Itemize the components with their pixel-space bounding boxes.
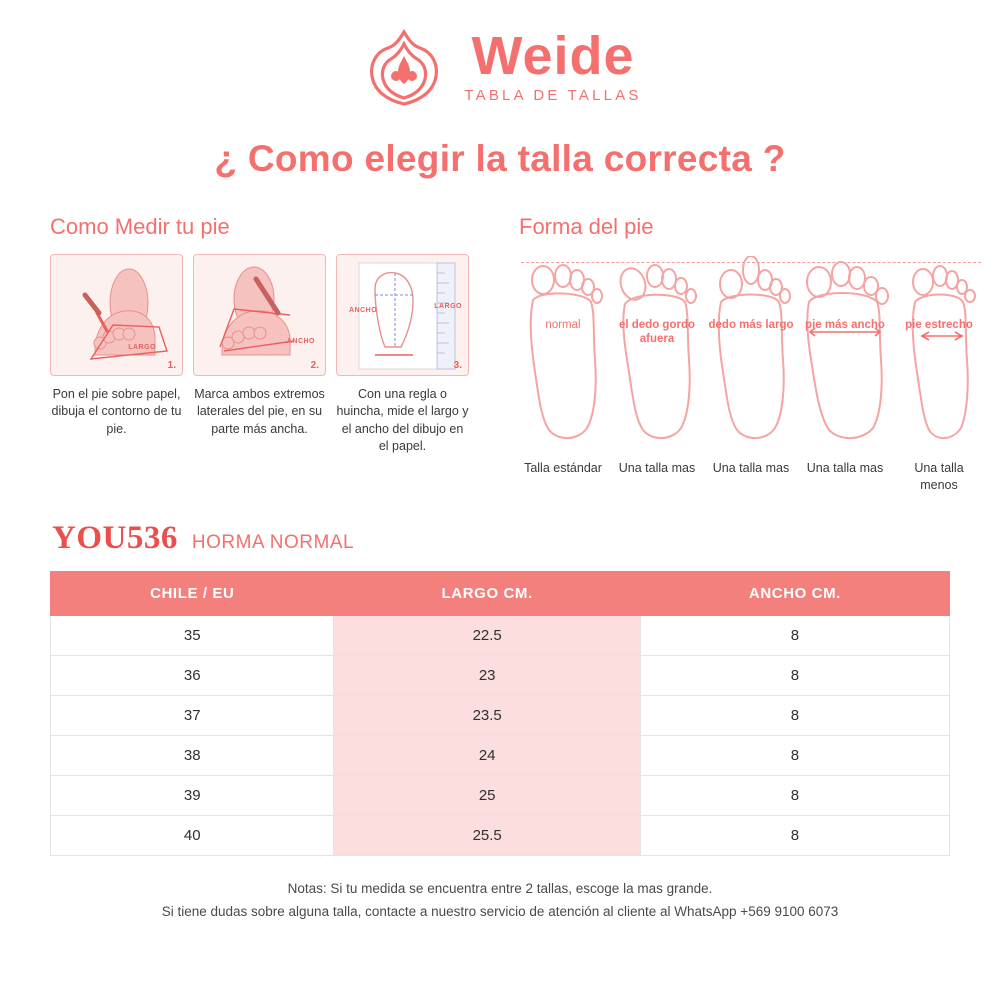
- cell-width: 8: [640, 735, 949, 775]
- cell-length: 24: [334, 735, 640, 775]
- column-header-chile-eu: CHILE / EU: [51, 571, 334, 615]
- column-header-largo: LARGO CM.: [334, 571, 640, 615]
- foot-shape-item: [895, 256, 983, 494]
- foot-shape-section: [519, 214, 983, 494]
- measure-step-caption: Pon el pie sobre papel, dibuja el contorno de tu pie.: [51, 387, 182, 436]
- cell-size: 35: [51, 615, 334, 655]
- measure-step-2: [193, 254, 326, 455]
- cell-size: 38: [51, 735, 334, 775]
- foot-shape-caption: Una talla mas: [618, 461, 696, 475]
- measure-section: [50, 214, 469, 494]
- brand-header: [0, 0, 1000, 108]
- measure-heading: Como Medir tu pie: [50, 214, 230, 239]
- measure-steps: [50, 254, 469, 455]
- table-row: [51, 815, 950, 855]
- table-row: [51, 615, 950, 655]
- column-header-ancho: ANCHO CM.: [640, 571, 949, 615]
- foot-wide-icon: [801, 256, 889, 456]
- foot-shape-item: [707, 256, 795, 494]
- cell-length: 22.5: [334, 615, 640, 655]
- notes-line-1: Notas: Si tu medida se encuentra entre 2 tallas, escoge la mas grande.: [287, 880, 713, 896]
- measure-step-caption: Con una regla o huincha, mide el largo y el ancho del dibujo en el papel.: [336, 387, 469, 453]
- cell-width: 8: [640, 615, 949, 655]
- size-table: [50, 571, 950, 856]
- brand-subtitle: TABLA DE TALLAS: [464, 86, 642, 104]
- foot-shape-item: [801, 256, 889, 494]
- cell-length: 25.5: [334, 815, 640, 855]
- cell-length: 25: [334, 775, 640, 815]
- cell-size: 40: [51, 815, 334, 855]
- model-last: HORMA NORMAL: [191, 531, 355, 553]
- notes-block: [0, 878, 1000, 924]
- brand-name: Weide: [471, 26, 635, 87]
- cell-width: 8: [640, 815, 949, 855]
- foot-shape-label: pie estrecho: [905, 319, 973, 331]
- foot-narrow-icon: [895, 256, 983, 456]
- cell-width: 8: [640, 655, 949, 695]
- cell-length: 23.5: [334, 695, 640, 735]
- measure-step-1: [50, 254, 183, 455]
- measure-step-3: [336, 254, 469, 455]
- foot-shape-caption: Una talla menos: [914, 461, 964, 492]
- largo-tag: LARGO: [434, 303, 462, 310]
- foot-shape-label: dedo más largo: [708, 319, 794, 331]
- foot-shape-caption: Talla estándar: [524, 461, 602, 475]
- foot-shape-caption: Una talla mas: [712, 461, 790, 475]
- cell-size: 36: [51, 655, 334, 695]
- table-row: [51, 695, 950, 735]
- ruler-paper-icon: [336, 254, 469, 376]
- measure-step-caption: Marca ambos extremos laterales del pie, en su parte más ancha.: [194, 387, 325, 436]
- foot-shape-label: normal: [545, 319, 581, 331]
- weide-flower-icon: [358, 26, 450, 108]
- foot-shape-item: [519, 256, 607, 494]
- notes-line-2: Si tiene dudas sobre alguna talla, contacte a nuestro servicio de atención al cliente al WhatsApp +569 9100 6073: [161, 903, 839, 919]
- model-code: YOU536: [52, 519, 178, 556]
- step-number: 3.: [453, 360, 462, 371]
- foot-shape-label: pie más ancho: [805, 319, 885, 331]
- table-row: [51, 735, 950, 775]
- largo-tag: LARGO: [128, 344, 156, 351]
- foot-shape-heading: Forma del pie: [519, 214, 654, 239]
- cell-width: 8: [640, 775, 949, 815]
- step-number: 2.: [310, 360, 319, 371]
- cell-length: 23: [334, 655, 640, 695]
- foot-long-toe-icon: [707, 256, 795, 456]
- foot-shape-label: el dedo gordo afuera: [618, 319, 696, 346]
- ancho-tag: ANCHO: [286, 338, 315, 345]
- foot-trace-icon: [50, 254, 183, 376]
- cell-size: 37: [51, 695, 334, 735]
- table-row: [51, 655, 950, 695]
- foot-width-mark-icon: [193, 254, 326, 376]
- table-row: [51, 775, 950, 815]
- foot-big-toe-out-icon: [613, 256, 701, 456]
- foot-shape-list: [519, 256, 983, 494]
- cell-size: 39: [51, 775, 334, 815]
- page-title: ¿ Como elegir la talla correcta ?: [214, 138, 786, 179]
- ancho-tag: ANCHO: [349, 307, 378, 314]
- foot-shape-caption: Una talla mas: [806, 461, 884, 475]
- foot-shape-item: [613, 256, 701, 494]
- step-number: 1.: [167, 360, 176, 371]
- table-header-row: [51, 571, 950, 615]
- model-row: [52, 520, 1000, 557]
- foot-normal-icon: [519, 256, 607, 456]
- cell-width: 8: [640, 695, 949, 735]
